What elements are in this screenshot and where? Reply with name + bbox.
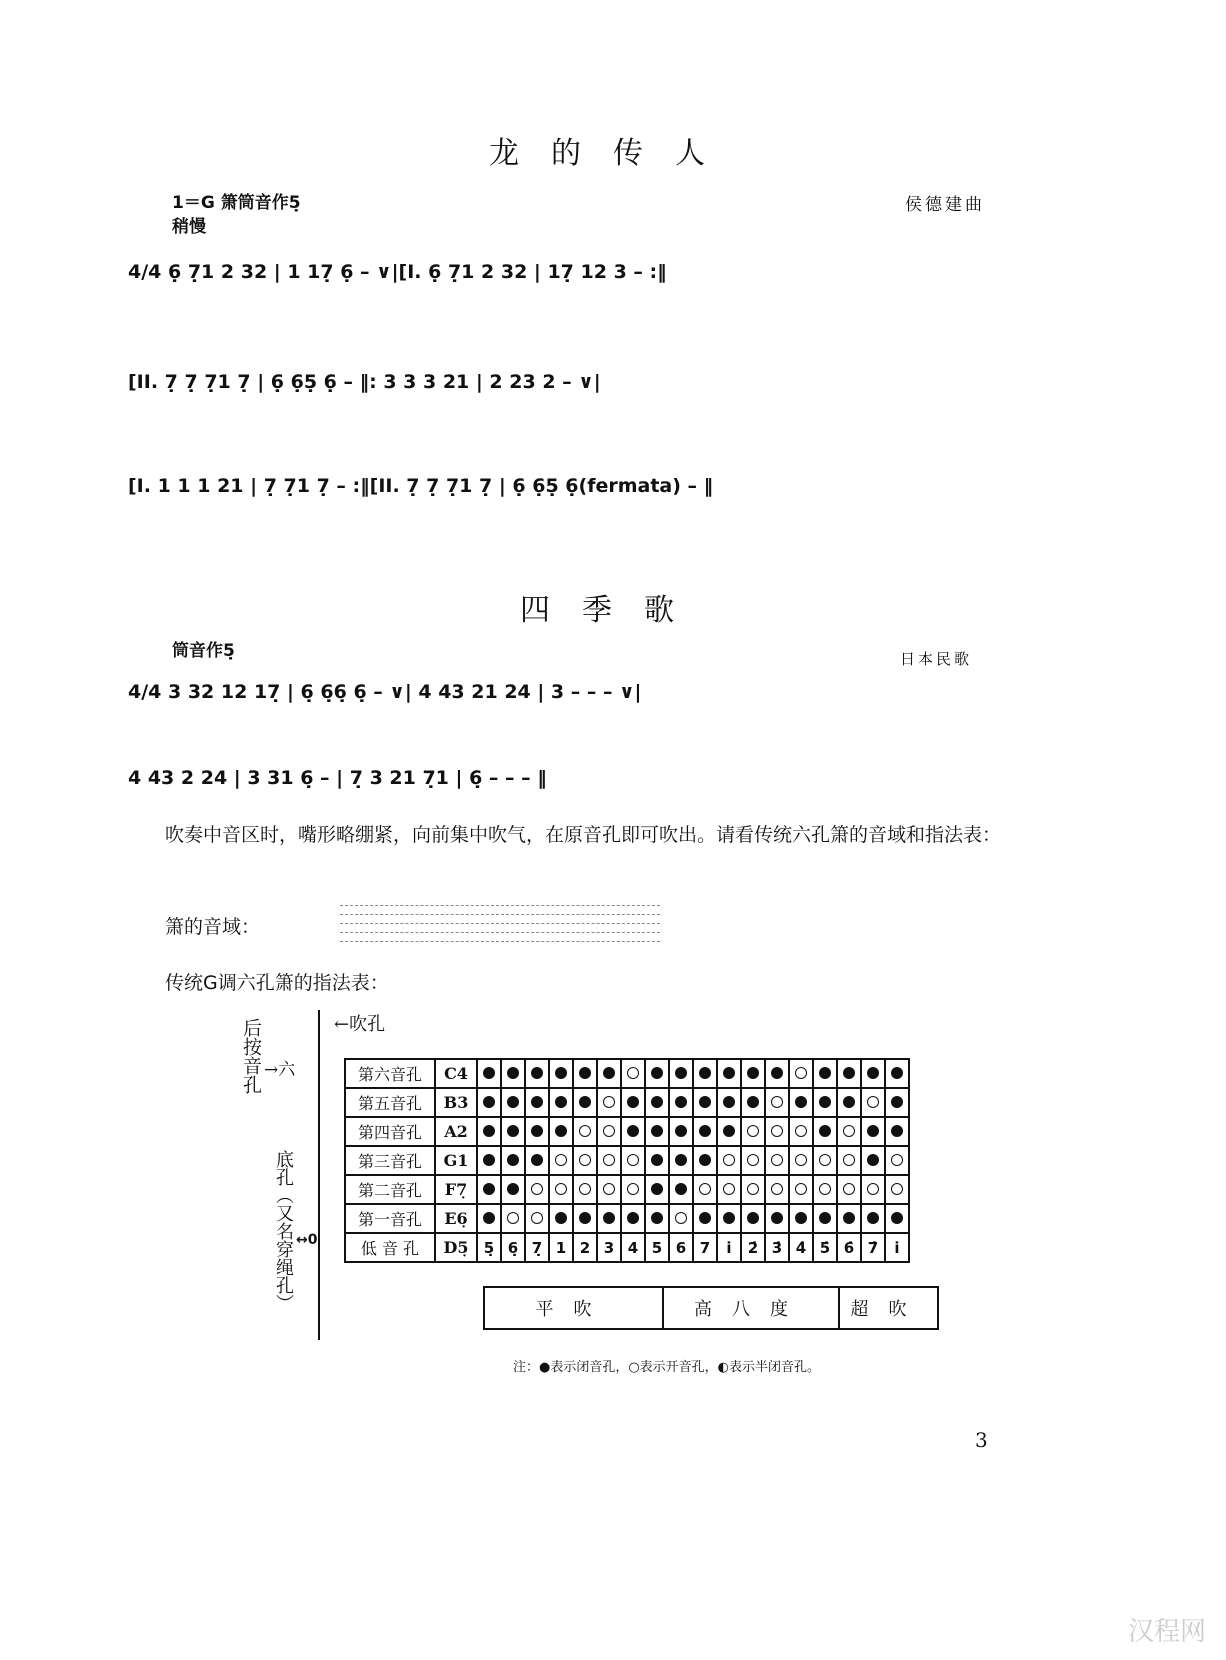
fingering-cell [645, 1059, 669, 1088]
fingering-cell [621, 1175, 645, 1204]
fingering-cell [597, 1059, 621, 1088]
hole-note: D5̣ [435, 1233, 477, 1262]
fingering-cell [621, 1204, 645, 1233]
closed-hole-icon [723, 1125, 735, 1137]
fingering-cell [861, 1146, 885, 1175]
closed-hole-icon [603, 1067, 615, 1079]
closed-hole-icon [555, 1125, 567, 1137]
closed-hole-icon [531, 1067, 543, 1079]
closed-hole-icon [651, 1125, 663, 1137]
open-hole-icon [627, 1154, 639, 1166]
song1-line-1: 4/4 6̣ 7̣1 2 32 | 1 17̣ 6̣ – ∨|[I. 6̣ 7̣1 2 32 | 17̣ 12 3 – :‖ [128, 261, 667, 283]
fingering-cell [813, 1088, 837, 1117]
fingering-cell [741, 1175, 765, 1204]
open-hole-icon [771, 1096, 783, 1108]
fingering-cell [741, 1146, 765, 1175]
fingering-cell [789, 1204, 813, 1233]
closed-hole-icon [699, 1154, 711, 1166]
open-hole-icon [531, 1183, 543, 1195]
open-hole-icon [795, 1154, 807, 1166]
closed-hole-icon [891, 1212, 903, 1224]
closed-hole-icon [867, 1067, 879, 1079]
pitch-cell: 6̇ [837, 1233, 861, 1262]
fingering-cell [693, 1117, 717, 1146]
pitch-cell: 5 [645, 1233, 669, 1262]
fingering-cell [837, 1117, 861, 1146]
fingering-cell [501, 1175, 525, 1204]
fingering-row [345, 1204, 909, 1233]
closed-hole-icon [867, 1212, 879, 1224]
closed-hole-icon [747, 1212, 759, 1224]
closed-hole-icon [651, 1096, 663, 1108]
fingering-cell [525, 1117, 549, 1146]
open-hole-icon [723, 1183, 735, 1195]
closed-hole-icon [483, 1125, 495, 1137]
fingering-cell [741, 1088, 765, 1117]
fingering-cell [813, 1175, 837, 1204]
blow-hole-label: ←吹孔 [334, 1014, 386, 1035]
open-hole-icon [819, 1183, 831, 1195]
fingering-cell [741, 1117, 765, 1146]
fingering-cell [741, 1059, 765, 1088]
open-hole-icon [819, 1154, 831, 1166]
closed-hole-icon [507, 1067, 519, 1079]
fingering-cell [837, 1204, 861, 1233]
fingering-cell [669, 1059, 693, 1088]
open-hole-icon [891, 1154, 903, 1166]
fingering-cell [861, 1175, 885, 1204]
fingering-cell [741, 1204, 765, 1233]
hole-label: 第五音孔 [345, 1088, 435, 1117]
fingering-cell [549, 1204, 573, 1233]
fingering-cell [621, 1117, 645, 1146]
hole-label: 第六音孔 [345, 1059, 435, 1088]
fingering-cell [525, 1204, 549, 1233]
fingering-cell [693, 1088, 717, 1117]
closed-hole-icon [747, 1096, 759, 1108]
open-hole-icon [507, 1212, 519, 1224]
pitch-cell: 6 [669, 1233, 693, 1262]
fingering-cell [501, 1059, 525, 1088]
closed-hole-icon [531, 1096, 543, 1108]
fingering-row [345, 1175, 909, 1204]
open-hole-icon [843, 1183, 855, 1195]
closed-hole-icon [507, 1154, 519, 1166]
fingering-cell [717, 1059, 741, 1088]
fingering-cell [501, 1117, 525, 1146]
closed-hole-icon [555, 1212, 567, 1224]
watermark-logo: 汉程网 [1127, 1617, 1206, 1647]
closed-hole-icon [555, 1096, 567, 1108]
open-hole-icon [603, 1154, 615, 1166]
fingering-cell [477, 1204, 501, 1233]
fingering-cell [765, 1059, 789, 1088]
fingering-cell [717, 1088, 741, 1117]
fingering-cell [645, 1175, 669, 1204]
open-hole-icon [579, 1154, 591, 1166]
open-hole-icon [747, 1154, 759, 1166]
fingering-cell [525, 1088, 549, 1117]
closed-hole-icon [675, 1096, 687, 1108]
fingering-cell [669, 1146, 693, 1175]
fingering-cell [549, 1059, 573, 1088]
pitch-cell: i̇ [885, 1233, 909, 1262]
open-hole-icon [867, 1183, 879, 1195]
fingering-cell [477, 1059, 501, 1088]
song1-key: 1＝G 箫筒音作5̣ [172, 193, 301, 213]
open-hole-icon [843, 1125, 855, 1137]
fingering-cell [717, 1146, 741, 1175]
song1-tempo: 稍慢 [172, 217, 206, 237]
open-hole-icon [843, 1154, 855, 1166]
register-overblow: 超吹 [839, 1287, 938, 1329]
hole-label: 第一音孔 [345, 1204, 435, 1233]
body-paragraph: 吹奏中音区时，嘴形略绷紧，向前集中吹气，在原音孔即可吹出。请看传统六孔箫的音域和指法表： [165, 824, 1002, 846]
fingering-cell [477, 1088, 501, 1117]
fingering-cell [477, 1117, 501, 1146]
fingering-cell [549, 1088, 573, 1117]
closed-hole-icon [819, 1067, 831, 1079]
closed-hole-icon [747, 1067, 759, 1079]
closed-hole-icon [627, 1212, 639, 1224]
closed-hole-icon [843, 1067, 855, 1079]
song2-line-1: 4/4 3 32 12 17̣ | 6̣ 6̣6̣ 6̣ – ∨| 4 43 21 24 | 3 – – – ∨| [128, 681, 642, 703]
bottom-hole-label: 底孔（又名穿绳孔） [273, 1150, 294, 1312]
closed-hole-icon [867, 1154, 879, 1166]
fingering-cell [501, 1088, 525, 1117]
fingering-cell [525, 1059, 549, 1088]
fingering-cell [837, 1175, 861, 1204]
closed-hole-icon [507, 1125, 519, 1137]
closed-hole-icon [771, 1212, 783, 1224]
fingering-cell [669, 1088, 693, 1117]
hole-label: 第二音孔 [345, 1175, 435, 1204]
closed-hole-icon [819, 1212, 831, 1224]
closed-hole-icon [819, 1125, 831, 1137]
fingering-cell [549, 1146, 573, 1175]
open-hole-icon [603, 1183, 615, 1195]
song2-title: 四季歌 [520, 593, 706, 628]
closed-hole-icon [843, 1096, 855, 1108]
closed-hole-icon [531, 1125, 543, 1137]
fingering-cell [885, 1146, 909, 1175]
fingering-cell [717, 1204, 741, 1233]
closed-hole-icon [795, 1212, 807, 1224]
song1-line-2: [II. 7̣ 7̣ 7̣1 7̣ | 6̣ 6̣5̣ 6̣ – ‖: 3 3 3 21 | 2 23 2 – ∨| [128, 371, 601, 393]
closed-hole-icon [579, 1212, 591, 1224]
fingering-cell [813, 1146, 837, 1175]
hole-note: A2 [435, 1117, 477, 1146]
closed-hole-icon [627, 1125, 639, 1137]
fingering-cell [573, 1146, 597, 1175]
back-hole-label: 后按音孔 [240, 1018, 262, 1094]
closed-hole-icon [867, 1125, 879, 1137]
pitch-cell: 7̇ [861, 1233, 885, 1262]
register-normal: 平吹 [484, 1287, 663, 1329]
open-hole-icon [723, 1154, 735, 1166]
fingering-cell [765, 1117, 789, 1146]
hole-label: 第四音孔 [345, 1117, 435, 1146]
register-octave: 高八度 [663, 1287, 839, 1329]
fingering-cell [621, 1146, 645, 1175]
closed-hole-icon [651, 1212, 663, 1224]
hole-note: E6̣ [435, 1204, 477, 1233]
fingering-row [345, 1233, 909, 1262]
closed-hole-icon [675, 1183, 687, 1195]
fingering-table [344, 1058, 910, 1263]
fingering-cell [717, 1175, 741, 1204]
pitch-cell: 5̇ [813, 1233, 837, 1262]
fingering-cell [645, 1117, 669, 1146]
open-hole-icon [675, 1212, 687, 1224]
fingering-cell [549, 1175, 573, 1204]
six-arrow: →六 [264, 1060, 296, 1080]
open-hole-icon [555, 1183, 567, 1195]
closed-hole-icon [675, 1154, 687, 1166]
pitch-cell: 3 [597, 1233, 621, 1262]
fingering-cell [717, 1117, 741, 1146]
closed-hole-icon [507, 1096, 519, 1108]
fingering-row [345, 1059, 909, 1088]
song1-line-3: [I. 1 1 1 21 | 7̣ 7̣1 7̣ – :‖[II. 7̣ 7̣ 7̣1 7̣ | 6̣ 6̣5̣ 6̣(fermata) – ‖ [128, 475, 714, 497]
fingering-cell [789, 1117, 813, 1146]
hole-note: G1 [435, 1146, 477, 1175]
song1-title: 龙的传人 [489, 136, 737, 171]
open-hole-icon [867, 1096, 879, 1108]
closed-hole-icon [771, 1067, 783, 1079]
fingering-cell [621, 1059, 645, 1088]
fingering-cell [885, 1088, 909, 1117]
open-hole-icon [531, 1212, 543, 1224]
fingering-cell [813, 1059, 837, 1088]
closed-hole-icon [723, 1096, 735, 1108]
fingering-cell [597, 1146, 621, 1175]
pitch-cell: 6̣ [501, 1233, 525, 1262]
open-hole-icon [603, 1125, 615, 1137]
fingering-cell [789, 1175, 813, 1204]
pitch-cell: 7 [693, 1233, 717, 1262]
pitch-cell: 7̣ [525, 1233, 549, 1262]
hole-label: 第三音孔 [345, 1146, 435, 1175]
open-hole-icon [603, 1096, 615, 1108]
closed-hole-icon [699, 1212, 711, 1224]
open-hole-icon [771, 1154, 783, 1166]
fingering-cell [885, 1117, 909, 1146]
open-hole-icon [747, 1183, 759, 1195]
fingering-cell [477, 1175, 501, 1204]
pitch-cell: 5̣ [477, 1233, 501, 1262]
fingering-cell [765, 1088, 789, 1117]
closed-hole-icon [843, 1212, 855, 1224]
closed-hole-icon [651, 1154, 663, 1166]
open-hole-icon [795, 1125, 807, 1137]
song1-composer: 侯德建曲 [905, 195, 985, 215]
fingering-cell [573, 1059, 597, 1088]
pitch-cell: 1 [549, 1233, 573, 1262]
fingering-cell [501, 1204, 525, 1233]
closed-hole-icon [483, 1154, 495, 1166]
pitch-cell: 2̇ [741, 1233, 765, 1262]
fingering-cell [645, 1088, 669, 1117]
closed-hole-icon [627, 1096, 639, 1108]
flute-body-line [318, 1010, 320, 1340]
fingering-cell [525, 1146, 549, 1175]
closed-hole-icon [603, 1212, 615, 1224]
fingering-cell [861, 1059, 885, 1088]
closed-hole-icon [699, 1067, 711, 1079]
register-row [483, 1286, 939, 1330]
fingering-cell [597, 1088, 621, 1117]
fingering-cell [693, 1204, 717, 1233]
fingering-cell [861, 1204, 885, 1233]
closed-hole-icon [507, 1183, 519, 1195]
fingering-cell [693, 1059, 717, 1088]
hole-note: F7̣ [435, 1175, 477, 1204]
closed-hole-icon [651, 1067, 663, 1079]
fingering-cell [549, 1117, 573, 1146]
pitch-cell: i̇ [717, 1233, 741, 1262]
closed-hole-icon [483, 1096, 495, 1108]
legend-footnote: 注：●表示闭音孔，○表示开音孔，◐表示半闭音孔。 [513, 1360, 821, 1375]
open-hole-icon [579, 1125, 591, 1137]
open-hole-icon [699, 1183, 711, 1195]
open-hole-icon [795, 1183, 807, 1195]
fingering-cell [597, 1175, 621, 1204]
fingering-cell [861, 1088, 885, 1117]
fingering-cell [765, 1146, 789, 1175]
closed-hole-icon [651, 1183, 663, 1195]
fingering-cell [645, 1204, 669, 1233]
fingering-cell [669, 1117, 693, 1146]
fingering-cell [573, 1088, 597, 1117]
closed-hole-icon [699, 1125, 711, 1137]
hole-note: B3 [435, 1088, 477, 1117]
fingering-cell [645, 1146, 669, 1175]
open-hole-icon [747, 1125, 759, 1137]
open-hole-icon [771, 1125, 783, 1137]
fingering-row [345, 1117, 909, 1146]
fingering-cell [573, 1117, 597, 1146]
fingering-cell [885, 1204, 909, 1233]
closed-hole-icon [795, 1096, 807, 1108]
fingering-cell [813, 1117, 837, 1146]
fingering-cell [789, 1146, 813, 1175]
closed-hole-icon [675, 1067, 687, 1079]
closed-hole-icon [723, 1067, 735, 1079]
range-staff [340, 905, 660, 941]
song2-line-2: 4 43 2 24 | 3 31 6̣ – | 7̣ 3 21 7̣1 | 6̣ – – – ‖ [128, 767, 547, 789]
zero-marker: ↔0 [296, 1232, 318, 1248]
fingering-row [345, 1088, 909, 1117]
open-hole-icon [627, 1067, 639, 1079]
fingering-cell [837, 1146, 861, 1175]
closed-hole-icon [579, 1067, 591, 1079]
fingering-cell [837, 1088, 861, 1117]
fingering-cell [477, 1146, 501, 1175]
range-label: 箫的音域： [165, 916, 261, 938]
closed-hole-icon [723, 1212, 735, 1224]
pitch-cell: 2 [573, 1233, 597, 1262]
fingering-cell [525, 1175, 549, 1204]
fingering-cell [573, 1175, 597, 1204]
hole-note: C4 [435, 1059, 477, 1088]
open-hole-icon [627, 1183, 639, 1195]
closed-hole-icon [699, 1096, 711, 1108]
fingering-cell [669, 1204, 693, 1233]
fingering-cell [837, 1059, 861, 1088]
fingering-cell [693, 1175, 717, 1204]
fingering-cell [885, 1175, 909, 1204]
fingering-cell [573, 1204, 597, 1233]
pitch-cell: 3̇ [765, 1233, 789, 1262]
fingering-cell [765, 1175, 789, 1204]
hole-label: 低 音 孔 [345, 1233, 435, 1262]
fingering-cell [597, 1117, 621, 1146]
closed-hole-icon [891, 1125, 903, 1137]
closed-hole-icon [555, 1067, 567, 1079]
fingering-cell [597, 1204, 621, 1233]
open-hole-icon [579, 1183, 591, 1195]
fingering-cell [693, 1146, 717, 1175]
fingering-cell [789, 1059, 813, 1088]
fingering-cell [669, 1175, 693, 1204]
fingering-cell [789, 1088, 813, 1117]
fingering-cell [621, 1088, 645, 1117]
fingering-row [345, 1146, 909, 1175]
closed-hole-icon [891, 1096, 903, 1108]
closed-hole-icon [531, 1154, 543, 1166]
open-hole-icon [771, 1183, 783, 1195]
closed-hole-icon [483, 1183, 495, 1195]
closed-hole-icon [483, 1212, 495, 1224]
closed-hole-icon [819, 1096, 831, 1108]
fingering-cell [813, 1204, 837, 1233]
song2-composer: 日本民歌 [900, 650, 973, 668]
fingering-cell [765, 1204, 789, 1233]
fingering-cell [501, 1146, 525, 1175]
fingering-cell [861, 1117, 885, 1146]
closed-hole-icon [891, 1067, 903, 1079]
pitch-cell: 4 [621, 1233, 645, 1262]
fingering-cell [885, 1059, 909, 1088]
open-hole-icon [891, 1183, 903, 1195]
closed-hole-icon [675, 1125, 687, 1137]
closed-hole-icon [579, 1096, 591, 1108]
pitch-cell: 4̇ [789, 1233, 813, 1262]
open-hole-icon [555, 1154, 567, 1166]
open-hole-icon [795, 1067, 807, 1079]
song2-key: 筒音作5̣ [172, 641, 235, 661]
chart-title: 传统G调六孔箫的指法表： [165, 972, 389, 994]
page-number: 3 [975, 1428, 988, 1452]
closed-hole-icon [483, 1067, 495, 1079]
